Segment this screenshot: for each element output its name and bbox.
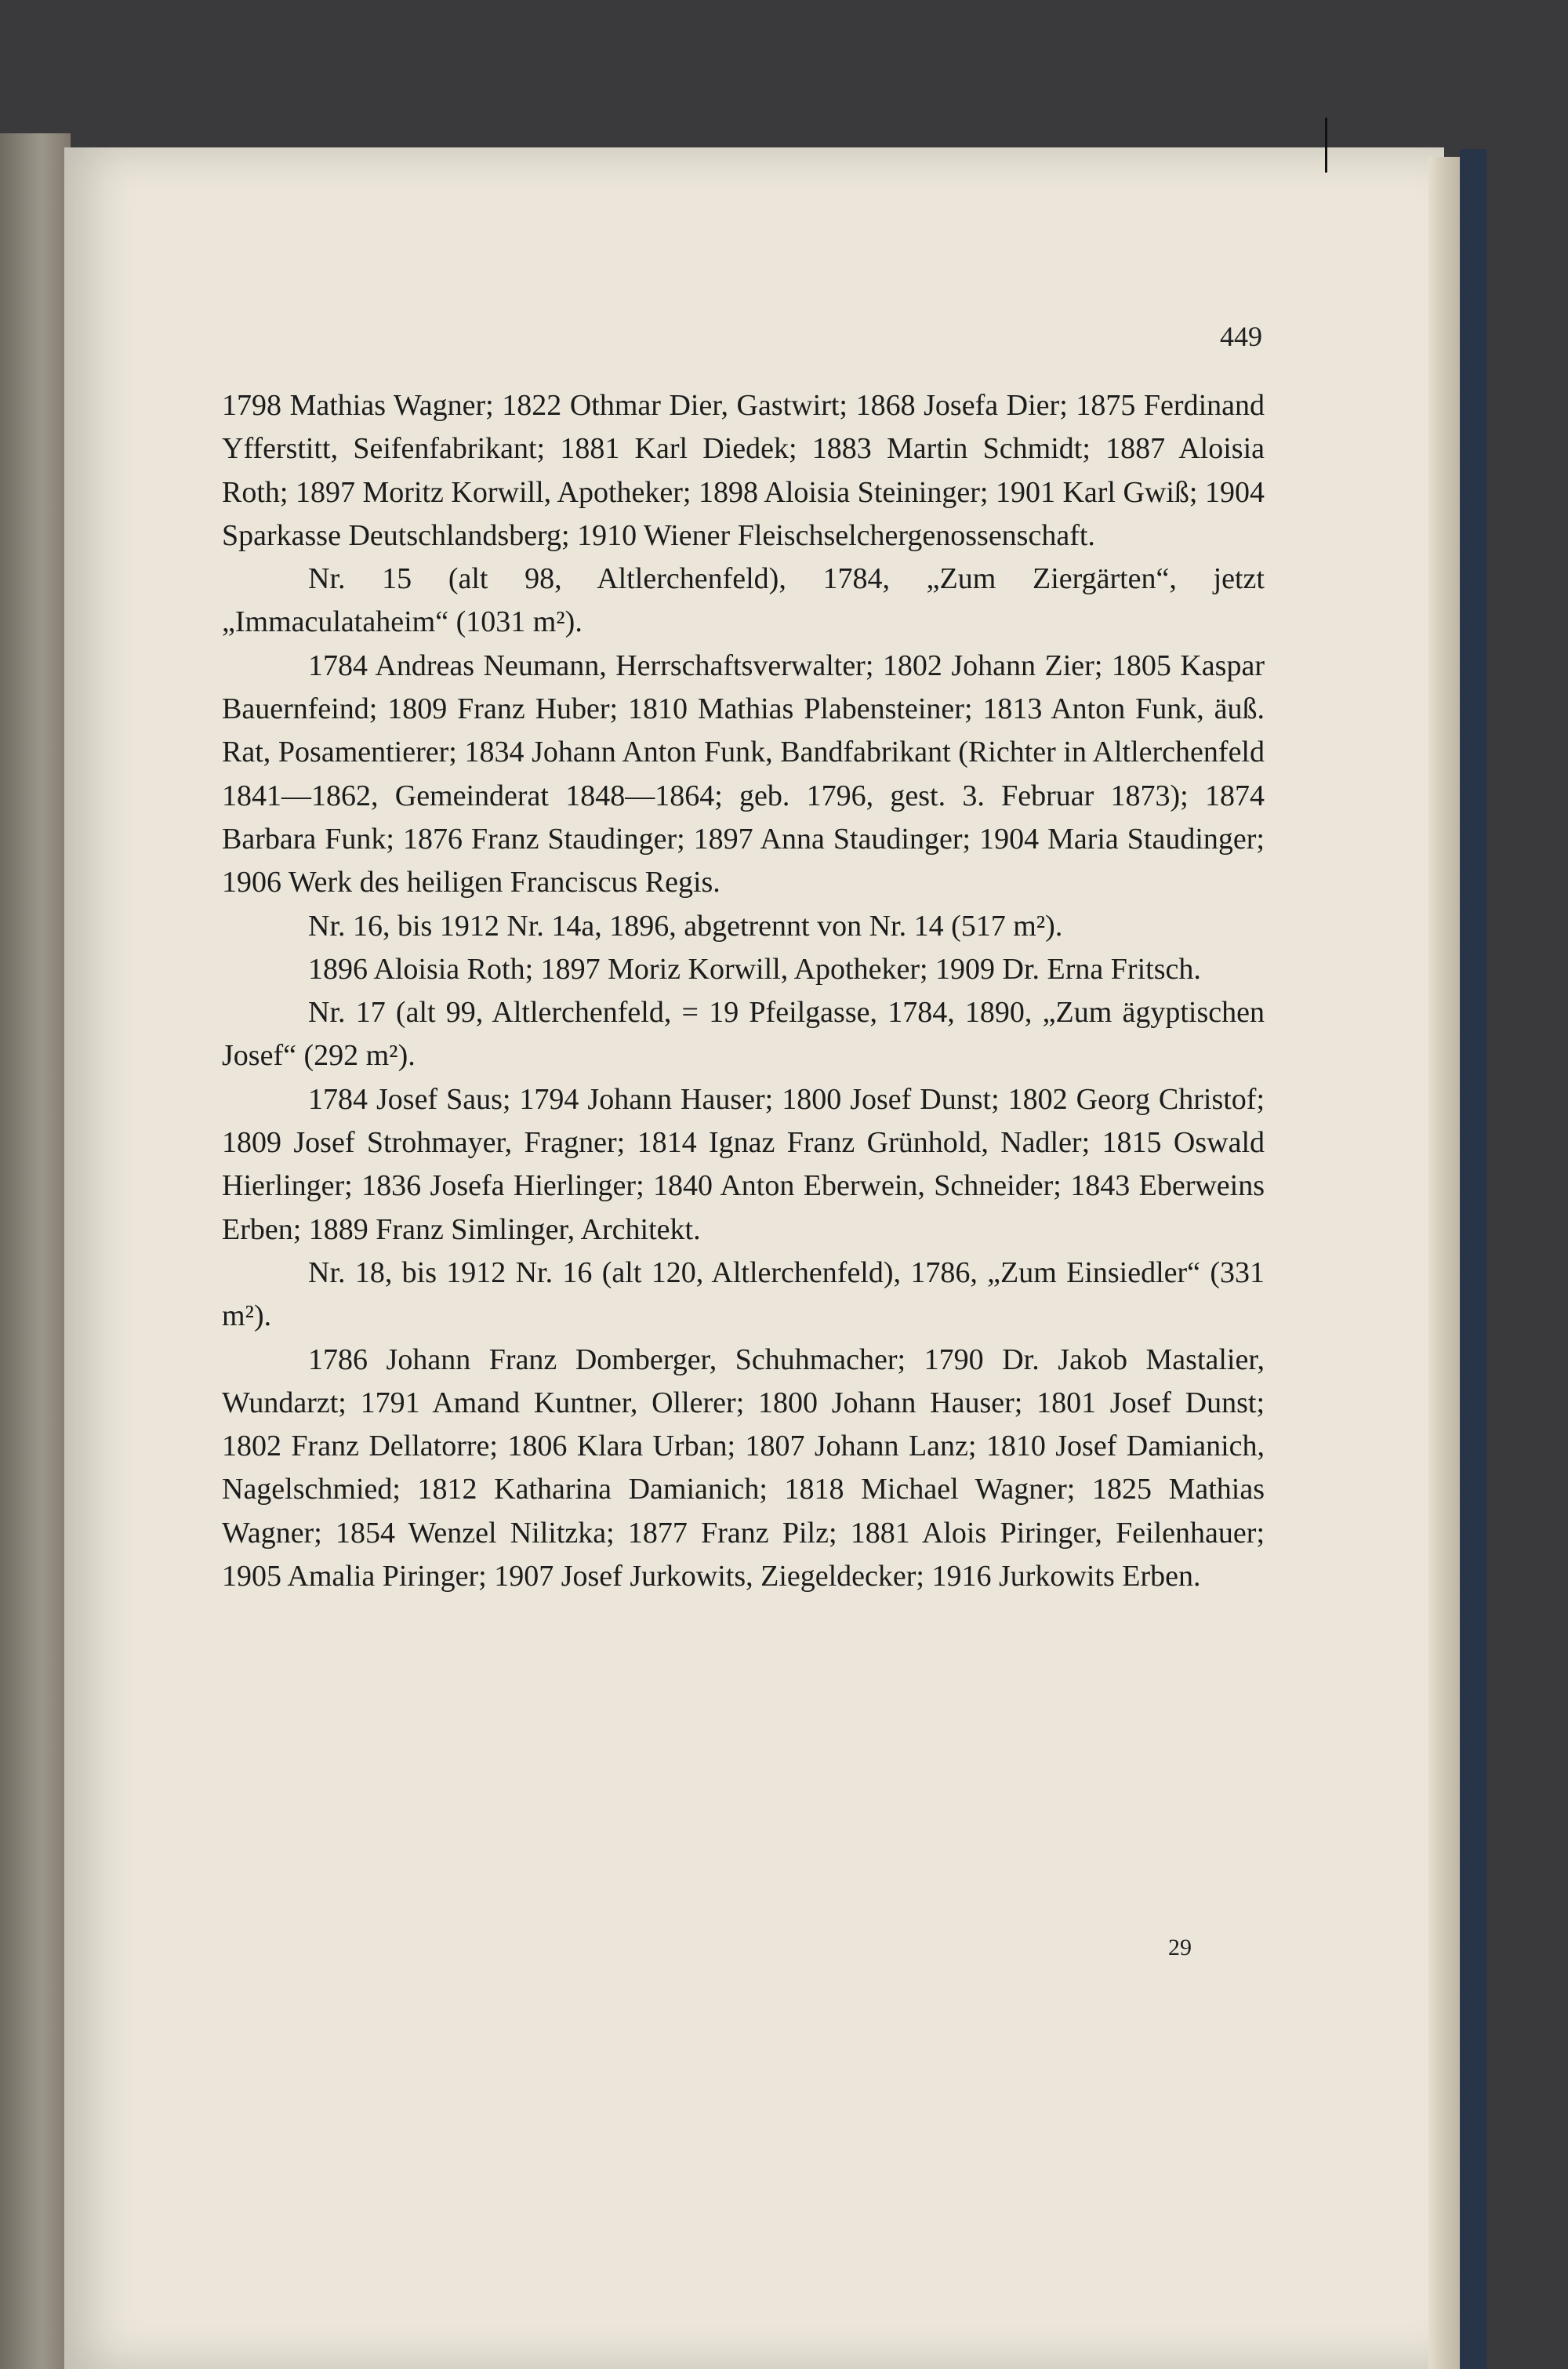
paragraph: 1784 Andreas Neumann, Herrschaftsverwalter; 1802 Johann Zier; 1805 Kaspar Bauernfeind; 1809 Franz Huber; 1810 Mathias Plabensteiner; 1813 Anton Funk, äuß. Rat, Posamentierer; 1834 Johann Anton Funk, Bandfabrikant (Richter in Altlerchenfeld 1841—1862, Gemeinderat 1848—1864; geb. 1796, gest. 3. Februar 1873); 1874 Barbara Funk; 1876 Franz Staudinger; 1897 Anna Staudinger; 1904 Maria Staudinger; 1906 Werk des heiligen Franciscus Regis. bbox=[222, 649, 1265, 899]
paragraph: Nr. 16, bis 1912 Nr. 14a, 1896, abgetrennt von Nr. 14 (517 m²). bbox=[308, 909, 1063, 943]
page-body-text bbox=[222, 384, 1265, 1598]
ribbon-marker bbox=[1325, 118, 1327, 173]
paragraph: 1798 Mathias Wagner; 1822 Othmar Dier, Gastwirt; 1868 Josefa Dier; 1875 Ferdinand Yfferstitt, Seifenfabrikant; 1881 Karl Diedek; 1883 Martin Schmidt; 1887 Aloisia Roth; 1897 Moritz Korwill, Apotheker; 1898 Aloisia Steininger; 1901 Karl Gwiß; 1904 Sparkasse Deutschlandsberg; 1910 Wiener Fleischselchergenossenschaft. bbox=[222, 389, 1265, 552]
page-number: 449 bbox=[1220, 321, 1262, 352]
left-page-edge bbox=[0, 133, 71, 2369]
paragraph: 1786 Johann Franz Domberger, Schuhmacher; 1790 Dr. Jakob Mastalier, Wundarzt; 1791 Amand Kuntner, Ollerer; 1800 Johann Hauser; 1801 Josef Dunst; 1802 Franz Dellatorre; 1806 Klara Urban; 1807 Johann Lanz; 1810 Josef Damianich, Nagelschmied; 1812 Katharina Damianich; 1818 Michael Wagner; 1825 Mathias Wagner; 1854 Wenzel Nilitzka; 1877 Franz Pilz; 1881 Alois Piringer, Feilenhauer; 1905 Amalia Piringer; 1907 Josef Jurkowits, Ziegeldecker; 1916 Jurkowits Erben. bbox=[222, 1343, 1265, 1593]
paragraph: 1784 Josef Saus; 1794 Johann Hauser; 1800 Josef Dunst; 1802 Georg Christof; 1809 Josef Strohmayer, Fragner; 1814 Ignaz Franz Grünhold, Nadler; 1815 Oswald Hierlinger; 1836 Josefa Hierlinger; 1840 Anton Eberwein, Schneider; 1843 Eberweins Erben; 1889 Franz Simlinger, Architekt. bbox=[222, 1082, 1265, 1246]
book-cover bbox=[1460, 149, 1486, 2369]
paragraph: Nr. 18, bis 1912 Nr. 16 (alt 120, Altlerchenfeld), 1786, „Zum Einsiedler“ (331 m²). bbox=[222, 1255, 1265, 1333]
page-stack-edge bbox=[1428, 157, 1460, 2369]
signature-mark: 29 bbox=[1168, 1935, 1192, 1960]
paragraph: 1896 Aloisia Roth; 1897 Moriz Korwill, Apotheker; 1909 Dr. Erna Fritsch. bbox=[308, 952, 1201, 986]
paragraph: Nr. 15 (alt 98, Altlerchenfeld), 1784, „Zum Ziergärten“, jetzt „Immaculataheim“ (1031 m²). bbox=[222, 562, 1265, 639]
paragraph: Nr. 17 (alt 99, Altlerchenfeld, = 19 Pfeilgasse, 1784, 1890, „Zum ägyptischen Josef“ (292 m²). bbox=[222, 996, 1265, 1073]
